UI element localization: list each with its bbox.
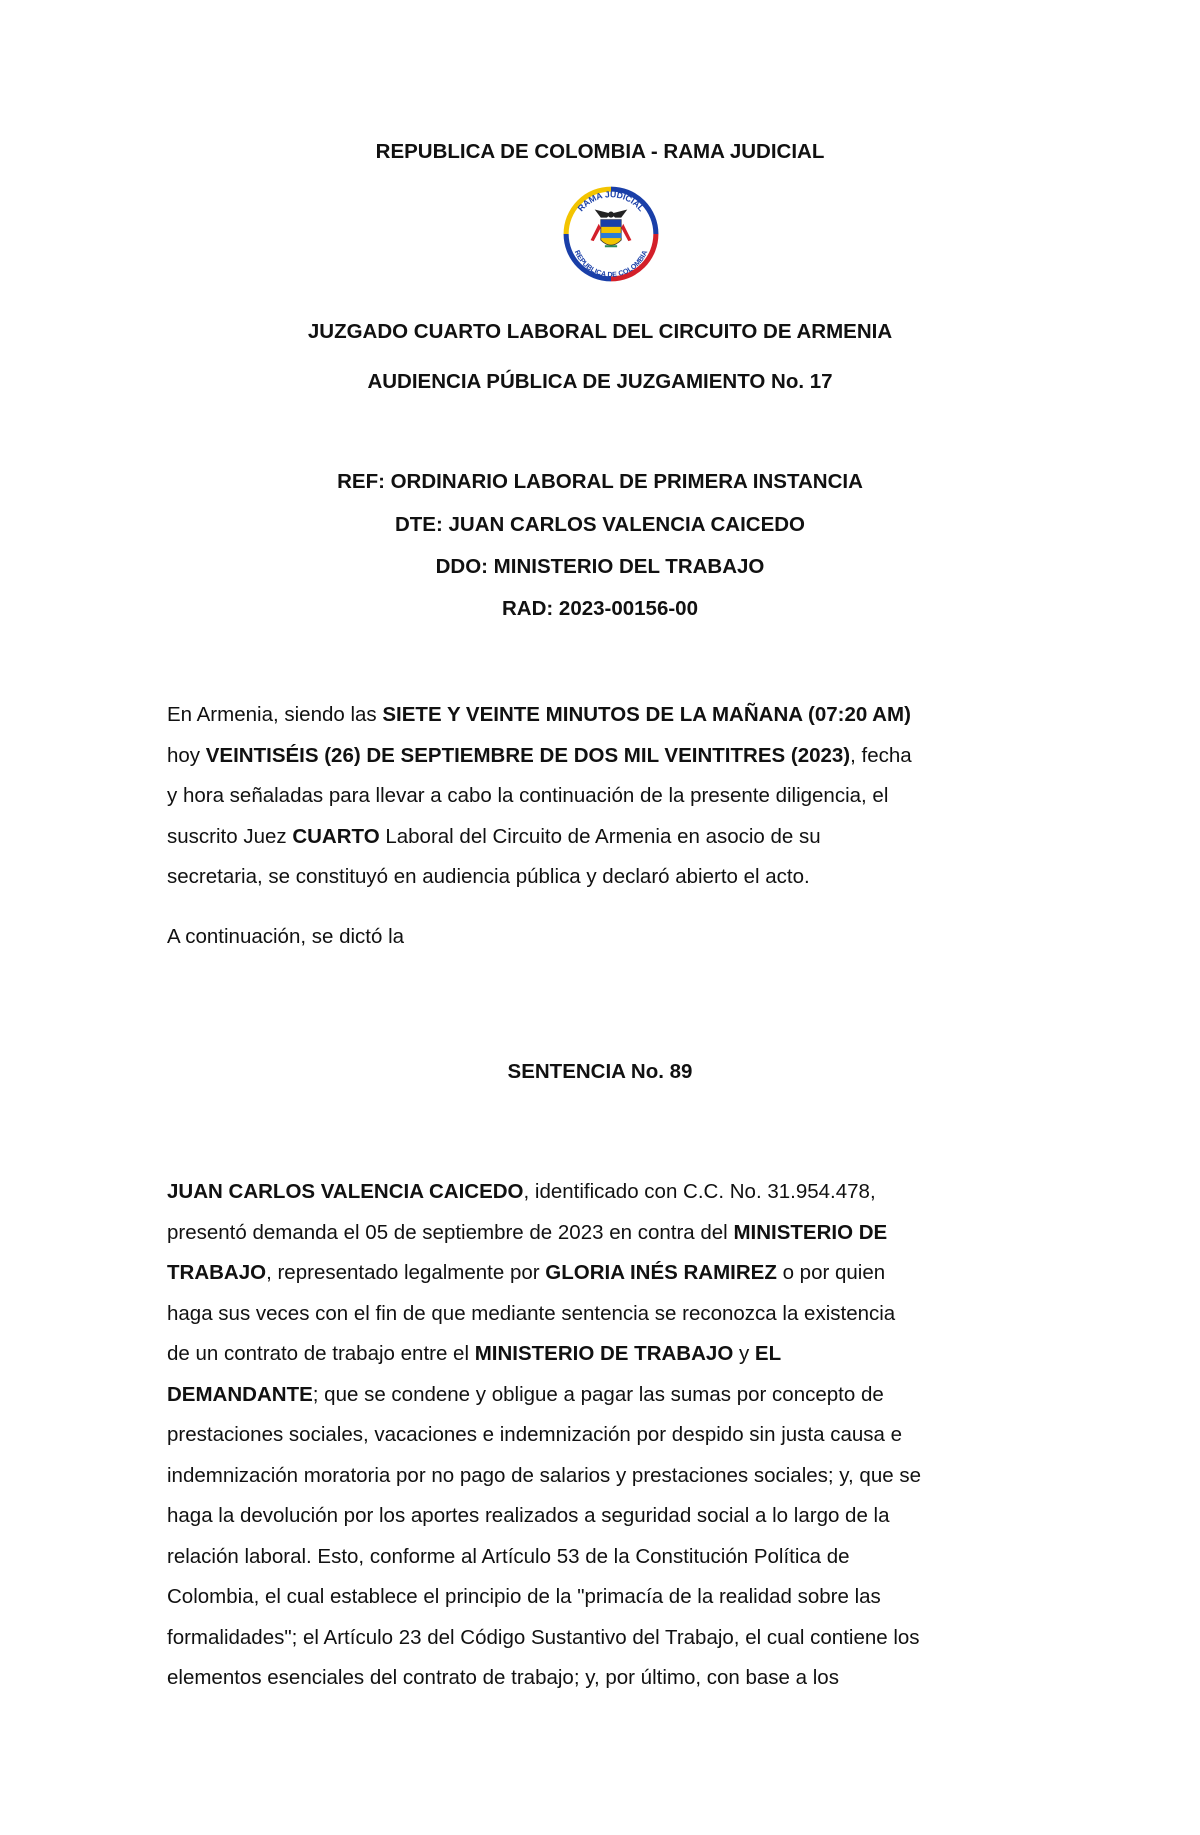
judicial-seal-icon xyxy=(560,183,662,285)
court-name: JUZGADO CUARTO LABORAL DEL CIRCUITO DE ARMENIA xyxy=(307,320,893,343)
intro-line-5: secretaria, se constituyó en audiencia pública y declaró abierto el acto. xyxy=(167,865,810,888)
intro-line-3: y hora señaladas para llevar a cabo la continuación de la presente diligencia, el xyxy=(167,784,889,807)
body-line-7: prestaciones sociales, vacaciones e indemnización por despido sin justa causa e xyxy=(167,1423,903,1446)
body-line-1: JUAN CARLOS VALENCIA CAICEDO, identificado con C.C. No. 31.954.478, xyxy=(167,1180,876,1203)
svg-text:REPUBLICA DE COLOMBIA: REPUBLICA DE COLOMBIA xyxy=(572,249,650,279)
body-line-12: formalidades"; el Artículo 23 del Código Sustantivo del Trabajo, el cual contiene los xyxy=(167,1626,920,1649)
reference-dte: DTE: JUAN CARLOS VALENCIA CAICEDO xyxy=(394,513,805,536)
body-line-6: DEMANDANTE; que se condene y obligue a pagar las sumas por concepto de xyxy=(167,1383,884,1406)
svg-text:RAMA JUDICIAL: RAMA JUDICIAL xyxy=(575,189,647,214)
reference-rad: RAD: 2023-00156-00 xyxy=(501,597,698,620)
body-line-11: Colombia, el cual establece el principio de la "primacía de la realidad sobre las xyxy=(167,1585,881,1608)
body-line-8: indemnización moratoria por no pago de salarios y prestaciones sociales; y, que se xyxy=(167,1464,921,1487)
continuation-line: A continuación, se dictó la xyxy=(167,925,405,948)
intro-line-4: suscrito Juez CUARTO Laboral del Circuito de Armenia en asocio de su xyxy=(167,825,821,848)
body-line-3: TRABAJO, representado legalmente por GLORIA INÉS RAMIREZ o por quien xyxy=(167,1261,886,1284)
hearing-title: AUDIENCIA PÚBLICA DE JUZGAMIENTO No. 17 xyxy=(367,370,833,393)
intro-line-2: hoy VEINTISÉIS (26) DE SEPTIEMBRE DE DOS MIL VEINTITRES (2023), fecha xyxy=(167,744,912,767)
republic-heading: REPUBLICA DE COLOMBIA - RAMA JUDICIAL xyxy=(375,140,825,163)
body-line-5: de un contrato de trabajo entre el MINISTERIO DE TRABAJO y EL xyxy=(167,1342,782,1365)
sentence-title: SENTENCIA No. 89 xyxy=(507,1060,693,1083)
reference-ddo: DDO: MINISTERIO DEL TRABAJO xyxy=(435,555,765,578)
body-line-9: haga la devolución por los aportes realizados a seguridad social a lo largo de la xyxy=(167,1504,890,1527)
body-line-13: elementos esenciales del contrato de trabajo; y, por último, con base a los xyxy=(167,1666,839,1689)
body-line-4: haga sus veces con el fin de que mediante sentencia se reconozca la existencia xyxy=(167,1302,896,1325)
body-line-2: presentó demanda el 05 de septiembre de 2023 en contra del MINISTERIO DE xyxy=(167,1221,888,1244)
intro-line-1: En Armenia, siendo las SIETE Y VEINTE MINUTOS DE LA MAÑANA (07:20 AM) xyxy=(167,703,911,726)
reference-ref: REF: ORDINARIO LABORAL DE PRIMERA INSTANCIA xyxy=(337,470,863,493)
body-line-10: relación laboral. Esto, conforme al Artículo 53 de la Constitución Política de xyxy=(167,1545,850,1568)
